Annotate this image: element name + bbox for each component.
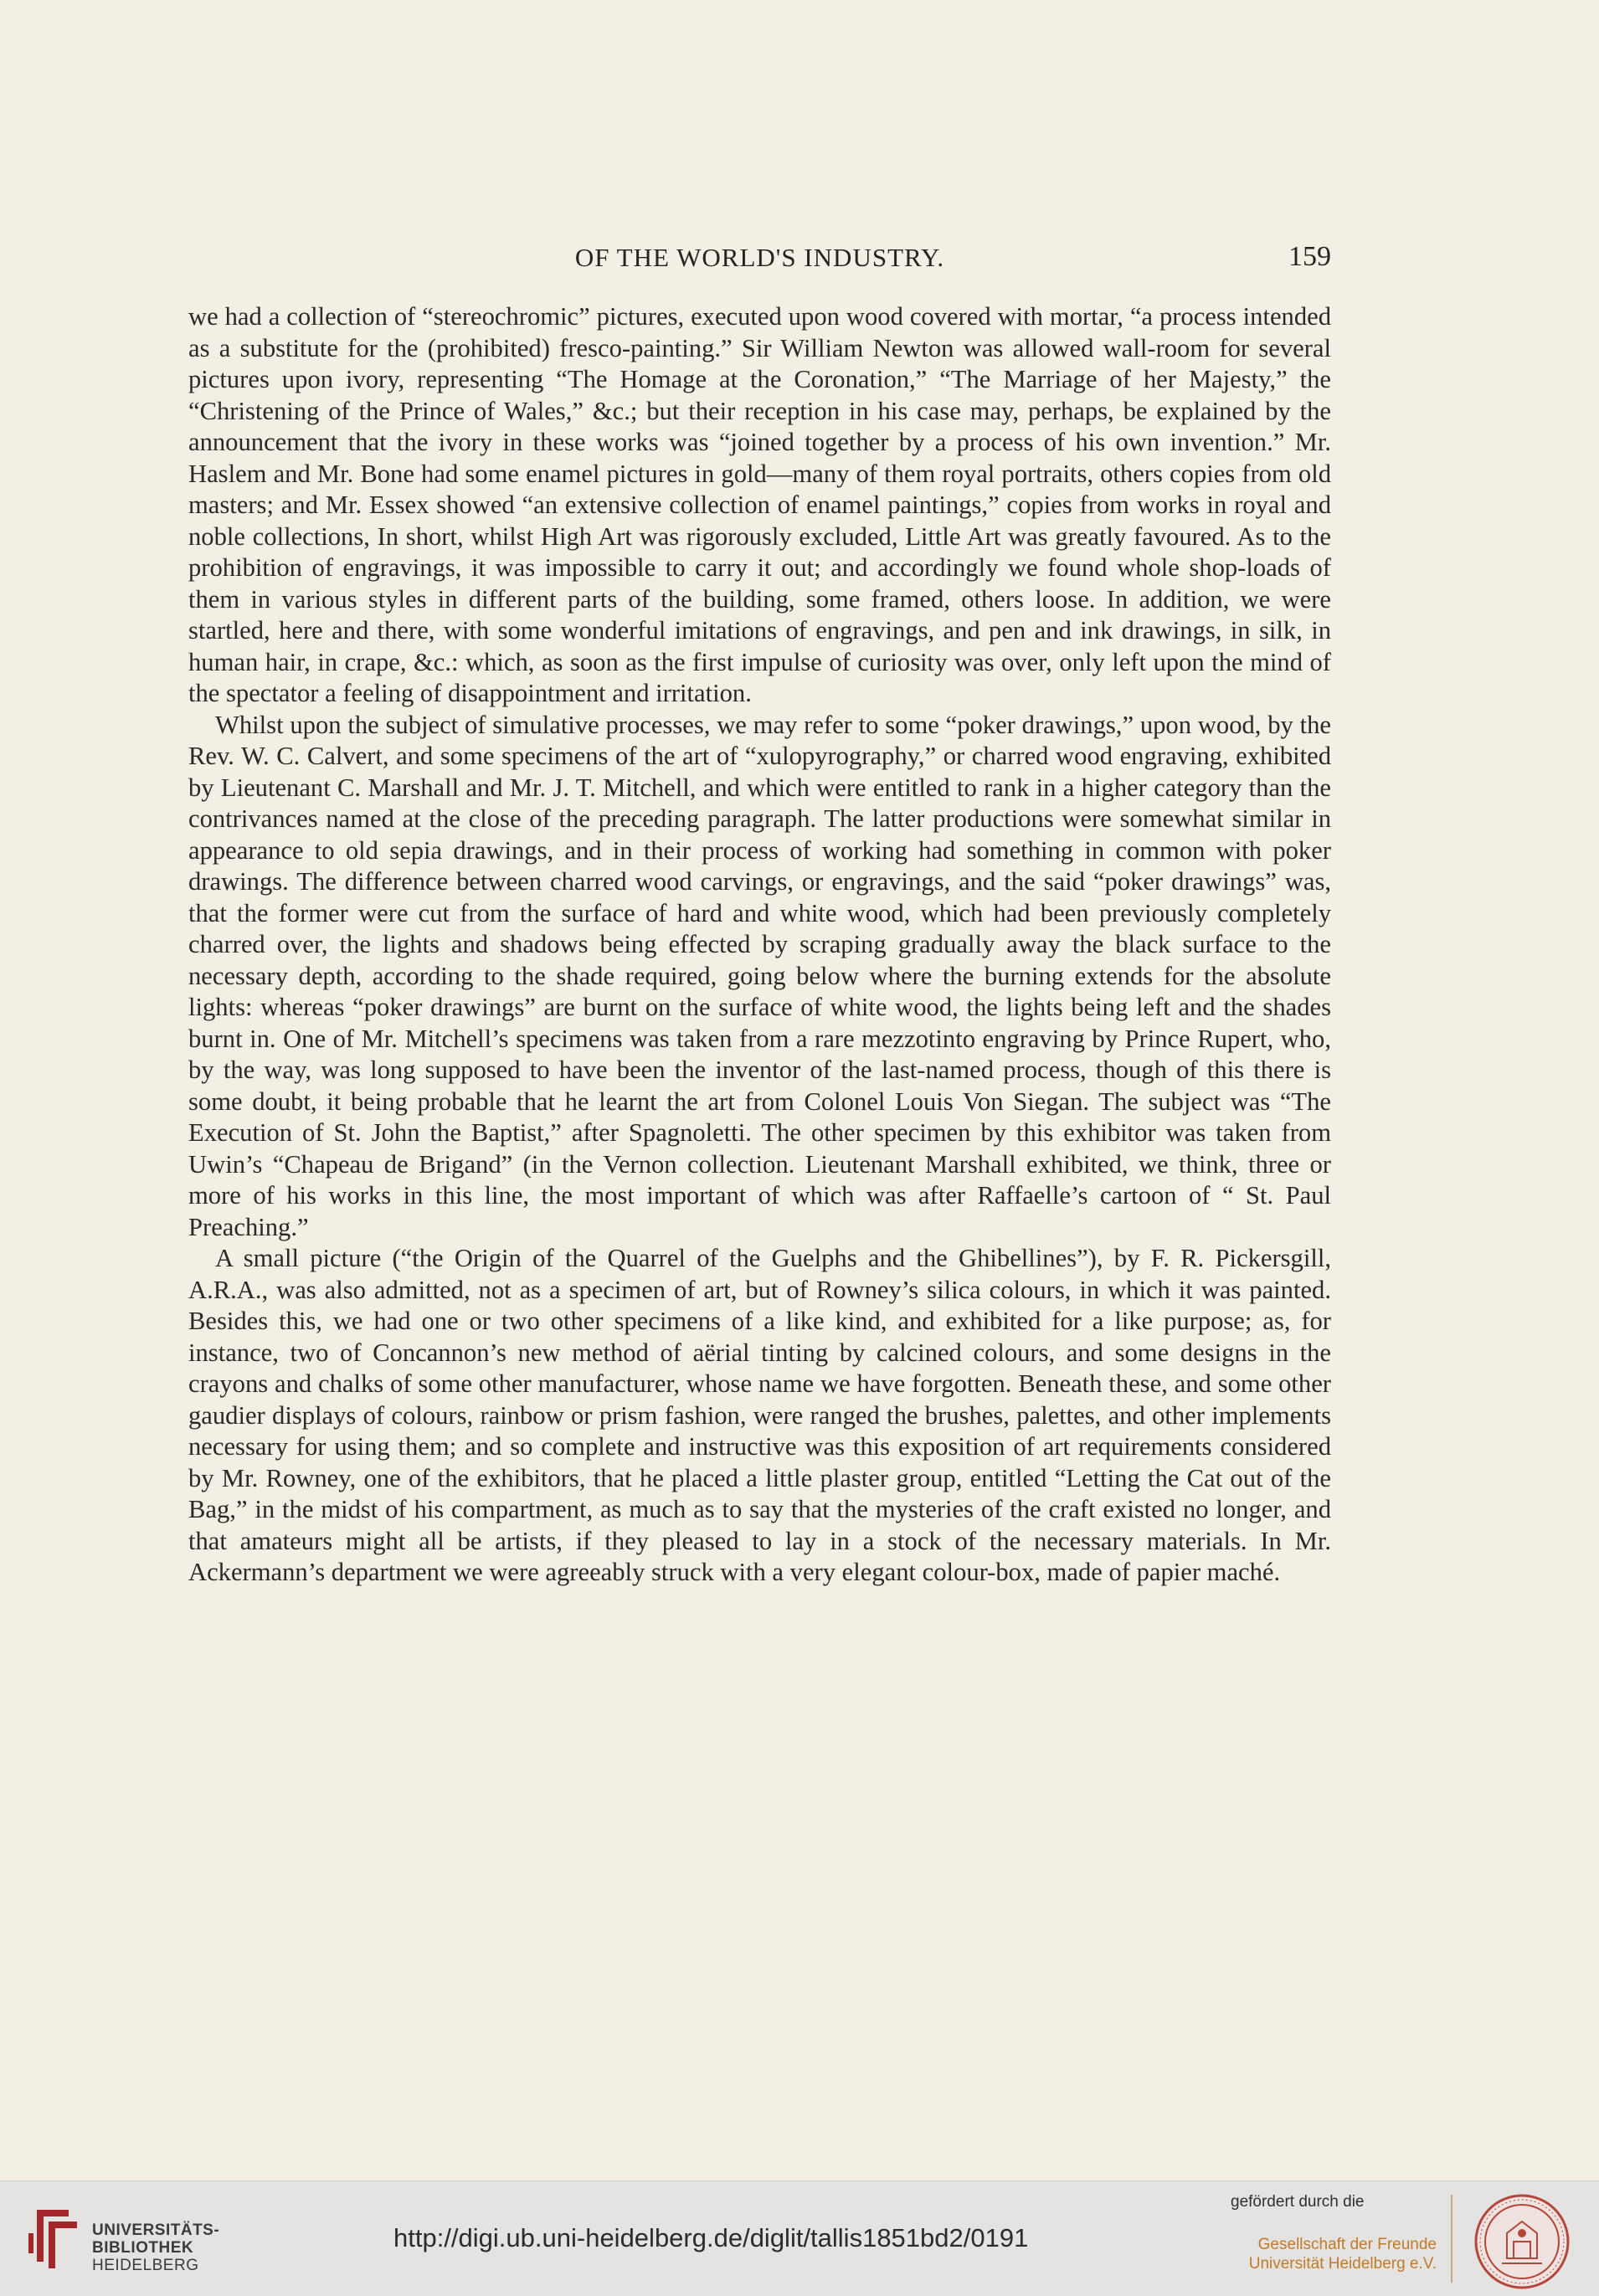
library-logo[interactable] (25, 2198, 226, 2282)
paragraph-2: Whilst upon the subject of simulative processes, we may refer to some “poker drawings,” upon wood, by the Rev. W. C. Calvert, and some specimens of the art of “xulopyrography,” or charred wood engraving, exhibited by Lieutenant C. Marshall and Mr. J. T. Mitchell, and which were entitled to rank in a higher category than the contrivances named at the close of the preceding paragraph. The latter productions were somewhat similar in appearance to old sepia drawings, and in their process of working had something in common with poker drawings. The difference between charred wood carvings, or engravings, and the said “poker drawings” was, that the former were cut from the surface of hard and white wood, which had been previously completely charred over, the lights and shadows being effected by scraping gradually away the black surface to the necessary depth, according to the shade required, going below where the burning extends for the absolute lights: whereas “poker drawings” are burnt on the surface of white wood, the lights being left and the shades burnt in. One of Mr. Mitchell’s specimens was taken from a rare mezzotinto engraving by Prince Rupert, who, by the way, was long supposed to have been the inventor of the last-named process, though of this there is some doubt, it being probable that he learnt the art from Colonel Louis Von Siegan. The subject was “The Execution of St. John the Baptist,” after Spagnoletti. The other specimen by this exhibitor was taken from Uwin’s “Chapeau de Brigand” (in the Vernon collection. Lieutenant Marshall exhibited, we think, three or more of his works in this line, the most important of which was after Raffaelle’s cartoon of “ St. Paul Preaching.” (188, 710, 1331, 1241)
sponsor-name (1236, 2235, 1437, 2273)
permalink-url[interactable]: http://digi.ub.uni-heidelberg.de/diglit/tallis1851bd2/0191 (393, 2223, 1029, 2252)
library-name-line-1: UNIVERSITÄTS- (92, 2222, 220, 2239)
running-header (188, 243, 1331, 280)
body-text (188, 301, 1331, 1589)
library-name (92, 2222, 219, 2274)
footer-divider (1451, 2195, 1452, 2283)
library-name-line-2: BIBLIOTHEK (92, 2239, 194, 2257)
sponsor-name-line-2: Universität Heidelberg e.V. (1248, 2255, 1437, 2273)
sponsor-block[interactable] (1231, 2188, 1440, 2288)
library-mark-icon (25, 2203, 84, 2273)
sponsor-label: gefördert durch die (1231, 2193, 1365, 2211)
sponsor-name-line-1: Gesellschaft der Freunde (1257, 2236, 1437, 2253)
running-title: OF THE WORLD'S INDUSTRY. (574, 243, 945, 272)
paragraph-3: A small picture (“the Origin of the Quarrel of the Guelphs and the Ghibellines”), by F. R. Pickersgill, A.R.A., was also admitted, not as a specimen of art, but of Rowney’s silica colours, in which it was painted. Besides this, we had one or two other specimens of a like kind, and exhibited for a like purpose; as, for instance, two of Concannon’s new method of aërial tinting by calcined colours, and some designs in the crayons and chalks of some other manufacturer, whose name we have forgotten. Beneath these, and some other gaudier displays of colours, rainbow or prism fashion, were ranged the brushes, palettes, and other implements necessary for using them; and so complete and instructive was this exposition of art requirements considered by Mr. Rowney, one of the exhibitors, that he placed a little plaster group, entitled “Letting the Cat out of the Bag,” in the midst of his compartment, as much as to say that the mysteries of the craft existed no longer, and that amateurs might all be artists, if they pleased to lay in a stock of the necessary materials. In Mr. Ackermann’s department we were agreeably struck with a very elegant colour-box, made of papier maché. (188, 1244, 1331, 1586)
page-number: 159 (1288, 241, 1331, 272)
viewer-footer (0, 2180, 1599, 2296)
university-seal-icon (1473, 2193, 1571, 2290)
library-name-line-3: HEIDELBERG (92, 2257, 199, 2274)
paragraph-1: we had a collection of “stereochromic” pictures, executed upon wood covered with mortar, “a process intended as a substitute for the (prohibited) fresco-painting.” Sir William Newton was allowed wall-room for several pictures upon ivory, representing “The Homage at the Coronation,” “The Marriage of her Majesty,” the “Christening of the Prince of Wales,” &c.; but their reception in his case may, perhaps, be explained by the announcement that the ivory in these works was “joined together by a process of his own invention.” Mr. Haslem and Mr. Bone had some enamel pictures in gold—many of them royal portraits, others copies from old masters; and Mr. Essex showed “an extensive collection of enamel paintings,” copies from works in royal and noble collections, In short, whilst High Art was rigorously excluded, Little Art was greatly favoured. As to the prohibition of engravings, it was impossible to carry it out; and accordingly we found whole shop-loads of them in various styles in different parts of the building, some framed, others loose. In addition, we were startled, here and there, with some wonderful imitations of engravings, and pen and ink drawings, in silk, in human hair, in crape, &c.: which, as soon as the first impulse of curiosity was over, only left upon the mind of the spectator a feeling of disappointment and irritation. (188, 302, 1331, 707)
